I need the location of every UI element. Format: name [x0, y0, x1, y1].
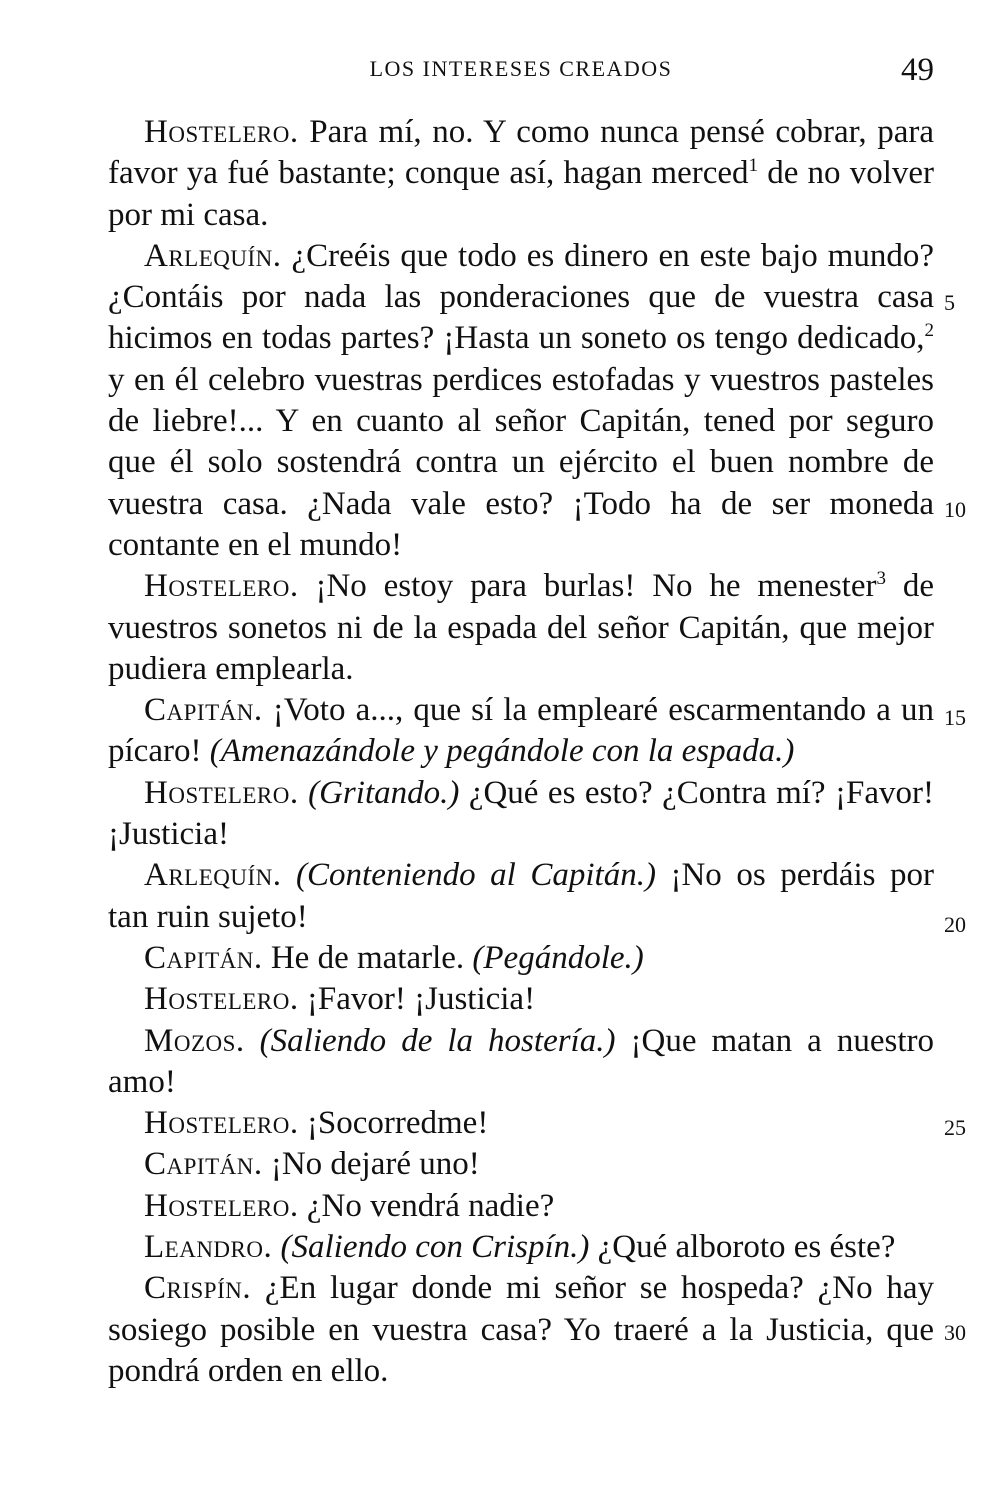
dialogue-paragraph [108, 1227, 934, 1268]
dialogue-paragraph [108, 1144, 934, 1185]
dialogue-text: He de matarle. [262, 939, 473, 976]
dialogue-paragraph [108, 979, 934, 1020]
dialogue-text: ¡No dejaré uno! [262, 1146, 480, 1183]
dialogue-paragraph [108, 938, 934, 979]
running-title: LOS INTERESES CREADOS [369, 56, 673, 81]
dialogue-text: ¿Qué alboroto es éste? [589, 1229, 896, 1266]
dialogue-paragraph [108, 236, 934, 566]
speaker-name: Hostelero. [144, 774, 299, 811]
speaker-name: Arlequín. [144, 237, 282, 274]
dialogue-paragraph [108, 1021, 934, 1104]
dialogue-text: de no volver por mi casa. [108, 155, 935, 233]
line-number: 15 [944, 705, 966, 730]
line-number: 20 [944, 912, 966, 937]
dialogue-text: y en él celebro vuestras perdices estofadas y vuestros pasteles de liebre!... Y en cuanto al señor Capitán, tened por seguro que él solo sostendrá contra un ejército el buen nombre de vuestra casa. ¿Nada vale esto? ¡Todo ha de ser moneda contante en el mundo! [108, 361, 934, 563]
footnote-marker: 3 [876, 568, 886, 590]
footnote-marker: 1 [748, 155, 759, 177]
speaker-name: Capitán. [144, 692, 263, 729]
running-header [108, 52, 934, 92]
speaker-name: Leandro. [144, 1229, 273, 1266]
dialogue-text: ¿No vendrá nadie? [298, 1187, 555, 1224]
line-number: 5 [944, 290, 955, 315]
dialogue-text: ¡No os perdáis por tan ruin sujeto! [108, 857, 934, 935]
dialogue-text: ¡Favor! ¡Justicia! [298, 981, 536, 1018]
dialogue-text: ¿En lugar donde mi señor se hospeda? ¿No hay sosiego posible en vuestra casa? Yo traeré a la Justicia, que pondrá orden en ello. [108, 1270, 934, 1389]
dialogue-text: Para mí, no. Y como nunca pensé cobrar, para favor ya fué bastante; conque así, hagan merced [108, 114, 934, 192]
dialogue-text: ¿Qué es esto? ¿Contra mí? ¡Favor! ¡Justicia! [108, 774, 934, 853]
dialogue-paragraph [108, 112, 934, 236]
line-number: 10 [944, 497, 966, 522]
stage-direction: (Conteniendo al Capitán.) [281, 857, 656, 894]
dialogue-text: ¡No estoy para burlas! No he menester [298, 568, 877, 605]
dialogue-paragraph [108, 773, 934, 856]
speaker-name: Mozos. [144, 1022, 245, 1059]
dialogue-text: ¿Creéis que todo es dinero en este bajo mundo? ¿Contáis por nada las ponderaciones que de vuestra casa hicimos en todas partes? ¡Hasta un soneto os tengo dedicado, [108, 237, 934, 357]
speaker-name: Capitán. [144, 939, 263, 976]
dialogue-text: ¡Voto a..., que sí la emplearé escarmentando a un pícaro! [108, 692, 934, 770]
line-number: 30 [944, 1320, 966, 1345]
speaker-name: Hostelero. [144, 981, 299, 1018]
stage-direction: (Gritando.) [298, 774, 460, 811]
speaker-name: Hostelero. [144, 114, 299, 150]
stage-direction: (Pegándole.) [472, 939, 644, 976]
speaker-name: Hostelero. [144, 1187, 299, 1224]
speaker-name: Hostelero. [144, 568, 299, 605]
play-text [108, 112, 934, 1392]
speaker-name: Capitán. [144, 1146, 263, 1183]
dialogue-paragraph [108, 1268, 934, 1392]
dialogue-text: ¡Socorredme! [298, 1105, 489, 1142]
stage-direction: (Saliendo de la hostería.) [244, 1022, 616, 1059]
speaker-name: Crispín. [144, 1270, 252, 1307]
page-number: 49 [901, 52, 934, 88]
dialogue-text: de vuestros sonetos ni de la espada del señor Capitán, que mejor pudiera emplearla. [108, 568, 934, 687]
stage-direction: (Amenazándole y pegándole con la espada.) [209, 733, 795, 770]
dialogue-text: ¡Que matan a nuestro amo! [108, 1022, 934, 1100]
line-number: 25 [944, 1115, 966, 1140]
footnote-marker: 2 [924, 320, 934, 342]
dialogue-paragraph [108, 1186, 934, 1227]
dialogue-paragraph [108, 566, 934, 690]
stage-direction: (Saliendo con Crispín.) [272, 1229, 590, 1266]
dialogue-paragraph [108, 855, 934, 938]
speaker-name: Hostelero. [144, 1105, 299, 1142]
dialogue-paragraph [108, 690, 934, 773]
speaker-name: Arlequín. [144, 857, 282, 894]
line-number-margin [944, 0, 994, 1488]
dialogue-paragraph [108, 1103, 934, 1144]
